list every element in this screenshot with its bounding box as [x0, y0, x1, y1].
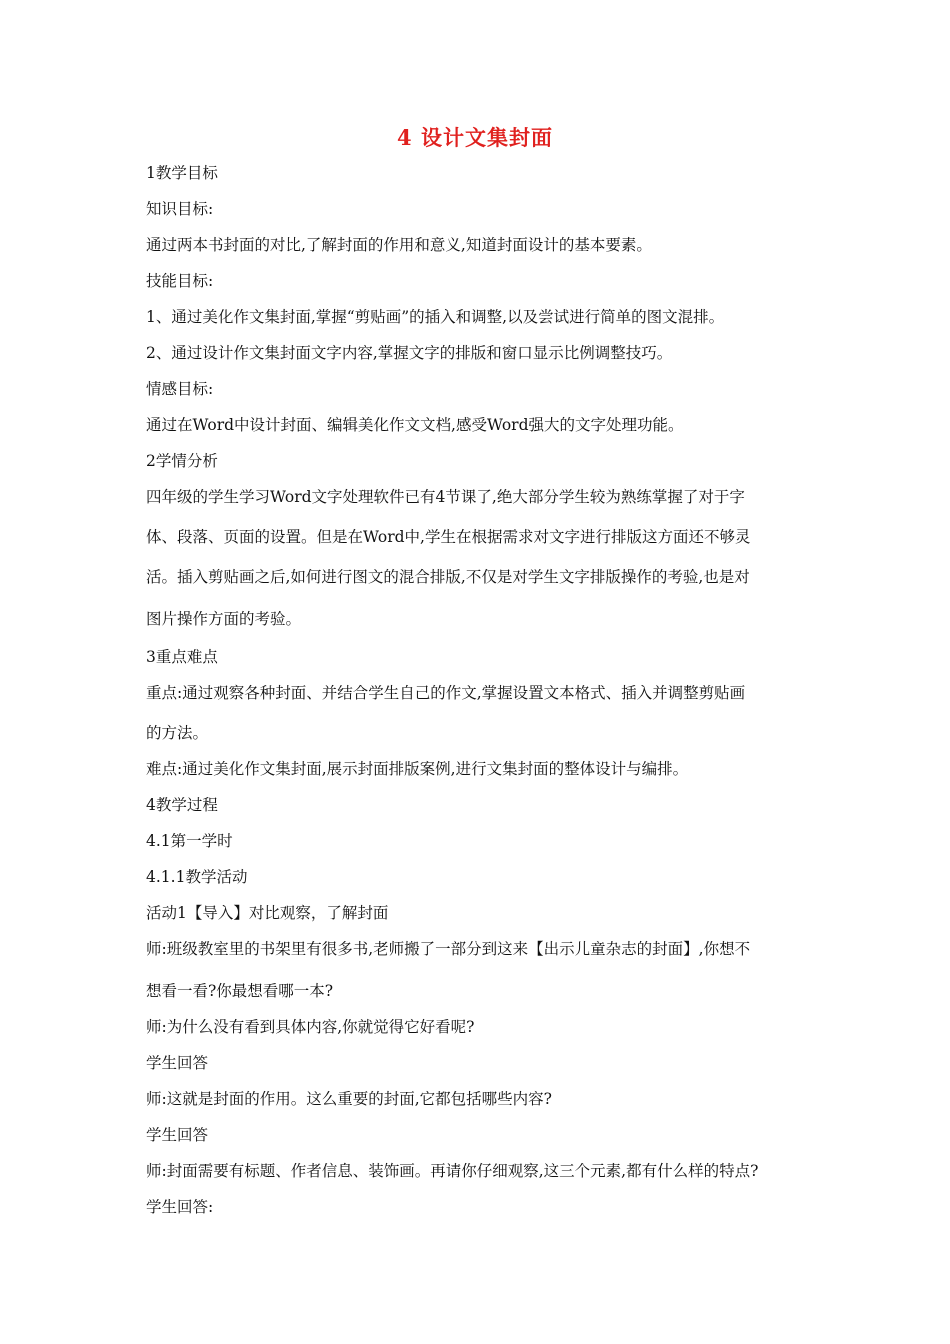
paragraph-line: 图片操作方面的考验。 [146, 610, 302, 628]
paragraph-line: 师:封面需要有标题、作者信息、装饰画。再请你仔细观察,这三个元素,都有什么样的特点? [146, 1162, 759, 1180]
document-title: 4 设计文集封面 [397, 125, 553, 150]
paragraph-line: 活。插入剪贴画之后,如何进行图文的混合排版,不仅是对学生文字排版操作的考验,也是对 [146, 568, 750, 586]
section-heading-objectives: 1教学目标 [146, 164, 218, 182]
paragraph-line: 学生回答 [146, 1126, 209, 1144]
subheading-knowledge: 知识目标: [146, 200, 214, 218]
subheading-skills: 技能目标: [146, 272, 214, 290]
paragraph-line: 的方法。 [146, 724, 209, 742]
paragraph-line: 师:班级教室里的书架里有很多书,老师搬了一部分到这来【出示儿童杂志的封面】,你想不 [146, 940, 751, 958]
paragraph-line: 重点:通过观察各种封面、并结合学生自己的作文,掌握设置文本格式、插入并调整剪贴画 [146, 684, 746, 702]
section-heading-analysis: 2学情分析 [146, 452, 218, 470]
subheading-emotion: 情感目标: [146, 380, 214, 398]
paragraph-line: 通过在Word中设计封面、编辑美化作文文档,感受Word强大的文字处理功能。 [146, 416, 684, 434]
paragraph-line: 2、通过设计作文集封面文字内容,掌握文字的排版和窗口显示比例调整技巧。 [146, 344, 673, 362]
subheading-lesson: 4.1第一学时 [146, 832, 233, 850]
section-heading-key-points: 3重点难点 [146, 648, 218, 666]
activity-heading: 活动1【导入】对比观察，了解封面 [146, 904, 389, 922]
paragraph-line: 通过两本书封面的对比,了解封面的作用和意义,知道封面设计的基本要素。 [146, 236, 652, 254]
paragraph-line: 师:这就是封面的作用。这么重要的封面,它都包括哪些内容? [146, 1090, 552, 1108]
paragraph-line: 师:为什么没有看到具体内容,你就觉得它好看呢? [146, 1018, 475, 1036]
paragraph-line: 学生回答: [146, 1198, 214, 1216]
section-heading-process: 4教学过程 [146, 796, 218, 814]
paragraph-line: 想看一看?你最想看哪一本? [146, 982, 334, 1000]
paragraph-line: 难点:通过美化作文集封面,展示封面排版案例,进行文集封面的整体设计与编排。 [146, 760, 689, 778]
subheading-activities: 4.1.1教学活动 [146, 868, 248, 886]
paragraph-line: 四年级的学生学习Word文字处理软件已有4节课了,绝大部分学生较为熟练掌握了对于字 [146, 488, 745, 506]
paragraph-line: 学生回答 [146, 1054, 209, 1072]
paragraph-line: 1、通过美化作文集封面,掌握“剪贴画”的插入和调整,以及尝试进行简单的图文混排。 [146, 308, 725, 326]
paragraph-line: 体、段落、页面的设置。但是在Word中,学生在根据需求对文字进行排版这方面还不够灵 [146, 528, 751, 546]
